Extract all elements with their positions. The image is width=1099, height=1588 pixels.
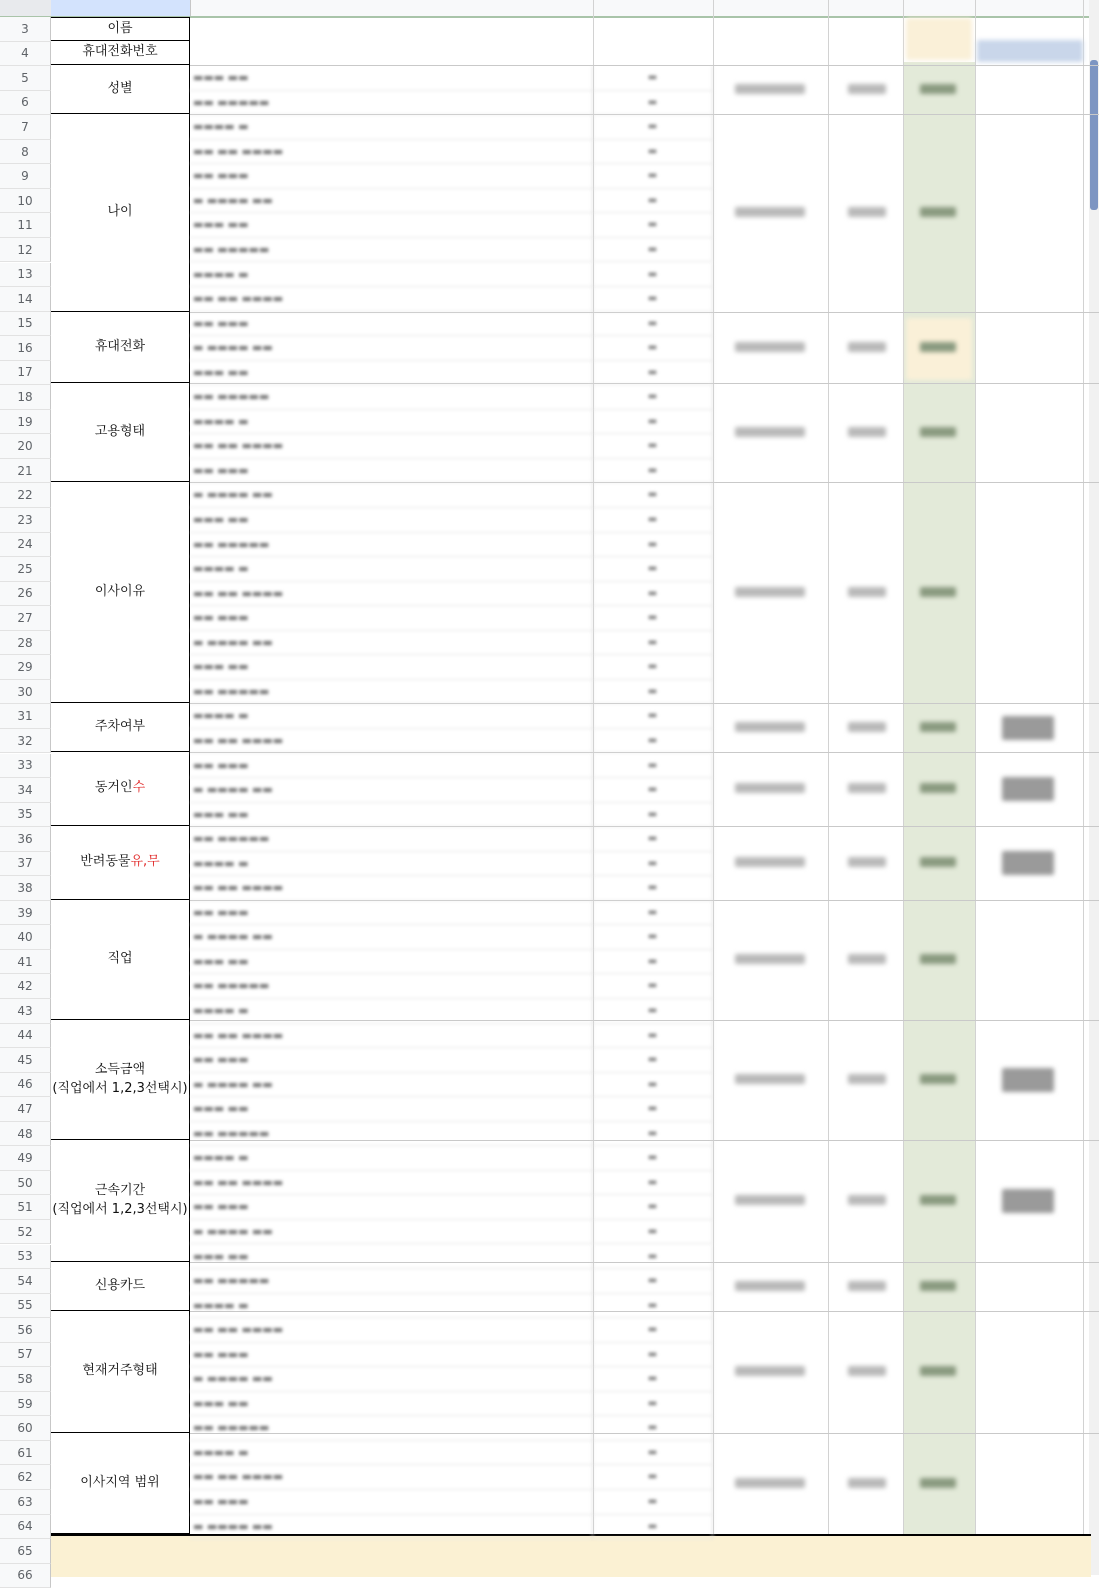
label-phone-number[interactable] — [51, 41, 190, 65]
option-cell: ▬▬ ▬▬▬ — [190, 1490, 593, 1515]
row-number[interactable]: 24 — [0, 533, 51, 558]
option-cell: ▬ ▬▬▬▬ ▬▬ — [190, 1515, 593, 1540]
blurred-mark — [848, 954, 886, 964]
label-income[interactable] — [51, 1020, 190, 1140]
count-cell: ▬ — [593, 1146, 713, 1171]
blurred-mark — [735, 342, 805, 352]
blurred-mark — [735, 427, 805, 437]
blurred-mark — [920, 1074, 956, 1084]
blurred-mark — [735, 722, 805, 732]
option-cell: ▬▬ ▬▬▬ — [190, 1195, 593, 1220]
option-cell: ▬▬▬▬ ▬ — [190, 999, 593, 1024]
option-cell: ▬▬ ▬▬▬ — [190, 312, 593, 337]
option-cell: ▬▬▬ ▬▬ — [190, 1097, 593, 1122]
blurred-mark — [735, 207, 805, 217]
count-cell: ▬ — [593, 312, 713, 337]
blurred-mark — [848, 427, 886, 437]
option-cell: ▬▬ ▬▬ ▬▬▬▬ — [190, 1024, 593, 1049]
row-number[interactable]: 31 — [0, 704, 51, 729]
row-number[interactable]: 51 — [0, 1195, 51, 1220]
vertical-scrollbar[interactable] — [1089, 0, 1099, 1575]
row-number[interactable]: 21 — [0, 459, 51, 484]
count-cell: ▬ — [593, 606, 713, 631]
count-cell: ▬ — [593, 1465, 713, 1490]
count-cell: ▬ — [593, 66, 713, 91]
option-cell: ▬▬ ▬▬▬▬▬ — [190, 827, 593, 852]
label-text-line2: (직업에서 1,2,3선택시) — [52, 1080, 188, 1096]
count-cell: ▬ — [593, 1294, 713, 1319]
option-cell: ▬▬▬▬ ▬ — [190, 557, 593, 582]
row-number[interactable]: 56 — [0, 1318, 51, 1343]
row-number[interactable]: 55 — [0, 1294, 51, 1319]
label-employment[interactable] — [51, 383, 190, 482]
option-cell: ▬ ▬▬▬▬ ▬▬ — [190, 631, 593, 656]
option-cell: ▬▬▬▬ ▬ — [190, 410, 593, 435]
count-cell: ▬ — [593, 754, 713, 779]
label-age[interactable] — [51, 114, 190, 312]
count-cell: ▬ — [593, 91, 713, 116]
row-number[interactable]: 53 — [0, 1245, 51, 1270]
blurred-mark — [735, 954, 805, 964]
blurred-note — [1002, 1189, 1054, 1213]
row-number[interactable]: 52 — [0, 1220, 51, 1245]
option-cell: ▬▬▬ ▬▬ — [190, 1392, 593, 1417]
option-cell: ▬▬ ▬▬▬ — [190, 754, 593, 779]
count-cell: ▬ — [593, 557, 713, 582]
option-cell: ▬▬ ▬▬ ▬▬▬▬ — [190, 729, 593, 754]
row-number[interactable]: 35 — [0, 803, 51, 828]
blurred-mark — [920, 1366, 956, 1376]
blurred-mark — [920, 587, 956, 597]
label-text-red: 수 — [132, 780, 146, 796]
blurred-mark — [848, 1281, 886, 1291]
label-text: 나이 — [107, 204, 133, 220]
label-credit-card[interactable] — [51, 1262, 190, 1311]
option-cell: ▬▬ ▬▬▬ — [190, 901, 593, 926]
count-cell: ▬ — [593, 1343, 713, 1368]
row-number[interactable]: 30 — [0, 680, 51, 705]
blurred-mark — [920, 1281, 956, 1291]
count-cell: ▬ — [593, 680, 713, 705]
corner-cell[interactable] — [0, 0, 52, 16]
option-cell: ▬▬ ▬▬▬▬▬ — [190, 533, 593, 558]
row-number[interactable]: 45 — [0, 1048, 51, 1073]
count-cell: ▬ — [593, 803, 713, 828]
count-cell: ▬ — [593, 974, 713, 999]
label-text: 이사지역 범위 — [80, 1474, 160, 1490]
row-number[interactable]: 26 — [0, 582, 51, 607]
count-cell: ▬ — [593, 1441, 713, 1466]
row-number[interactable]: 49 — [0, 1146, 51, 1171]
col-divider — [828, 0, 829, 1575]
row-number[interactable]: 64 — [0, 1515, 51, 1540]
count-cell: ▬ — [593, 459, 713, 484]
row-number[interactable]: 46 — [0, 1073, 51, 1098]
option-cell: ▬▬ ▬▬ ▬▬▬▬ — [190, 1318, 593, 1343]
blurred-mark — [920, 783, 956, 793]
count-cell: ▬ — [593, 434, 713, 459]
option-cell: ▬▬ ▬▬▬ — [190, 1343, 593, 1368]
row-number[interactable]: 29 — [0, 655, 51, 680]
row-number[interactable]: 48 — [0, 1122, 51, 1147]
row-number[interactable]: 9 — [0, 164, 51, 189]
label-text: 성별 — [107, 80, 133, 96]
row-number[interactable]: 40 — [0, 925, 51, 950]
blurred-mark — [920, 342, 956, 352]
option-cell: ▬▬▬▬ ▬ — [190, 704, 593, 729]
option-cell: ▬▬ ▬▬▬ — [190, 164, 593, 189]
count-cell: ▬ — [593, 1269, 713, 1294]
option-cell: ▬ ▬▬▬▬ ▬▬ — [190, 925, 593, 950]
count-cell: ▬ — [593, 1220, 713, 1245]
label-text: 현재거주형태 — [82, 1363, 158, 1379]
row-number[interactable]: 17 — [0, 361, 51, 386]
row-number[interactable]: 43 — [0, 999, 51, 1024]
option-cell: ▬▬▬▬ ▬ — [190, 1294, 593, 1319]
row-number[interactable]: 27 — [0, 606, 51, 631]
count-cell: ▬ — [593, 213, 713, 238]
row-number[interactable]: 34 — [0, 778, 51, 803]
option-cell: ▬▬▬▬ ▬ — [190, 852, 593, 877]
count-cell: ▬ — [593, 950, 713, 975]
option-cell: ▬▬ ▬▬▬ — [190, 1048, 593, 1073]
row-number[interactable]: 44 — [0, 1024, 51, 1049]
row-number[interactable]: 33 — [0, 754, 51, 779]
row-number[interactable]: 42 — [0, 974, 51, 999]
label-moving-range[interactable] — [51, 1433, 190, 1534]
blurred-mark — [735, 1478, 805, 1488]
label-text-line2: (직업에서 1,2,3선택시) — [52, 1201, 188, 1217]
option-cell: ▬▬ ▬▬ ▬▬▬▬ — [190, 1171, 593, 1196]
blurred-mark — [848, 1478, 886, 1488]
blurred-mark — [920, 722, 956, 732]
blurred-mark — [920, 427, 956, 437]
row-number[interactable]: 61 — [0, 1441, 51, 1466]
count-cell: ▬ — [593, 1171, 713, 1196]
option-cell: ▬ ▬▬▬▬ ▬▬ — [190, 483, 593, 508]
option-cell: ▬▬▬ ▬▬ — [190, 950, 593, 975]
label-cohabitants[interactable] — [51, 752, 190, 826]
row-number[interactable]: 37 — [0, 852, 51, 877]
option-cell: ▬▬ ▬▬ ▬▬▬▬ — [190, 434, 593, 459]
blurred-mark — [848, 207, 886, 217]
row-number[interactable]: 11 — [0, 213, 51, 238]
option-cell: ▬▬▬▬ ▬ — [190, 263, 593, 288]
header-selected-cell[interactable] — [51, 0, 191, 16]
count-cell: ▬ — [593, 263, 713, 288]
count-cell: ▬ — [593, 361, 713, 386]
row-number[interactable]: 25 — [0, 557, 51, 582]
label-text-red: 유,무 — [130, 854, 160, 870]
count-cell: ▬ — [593, 533, 713, 558]
option-cell: ▬ ▬▬▬▬ ▬▬ — [190, 1073, 593, 1098]
blurred-note — [1002, 851, 1054, 875]
blurred-note — [1002, 1068, 1054, 1092]
label-tenure[interactable] — [51, 1140, 190, 1262]
option-cell: ▬▬ ▬▬▬▬▬ — [190, 1122, 593, 1147]
count-cell: ▬ — [593, 189, 713, 214]
blurred-mark — [920, 1478, 956, 1488]
footer-highlight — [51, 1534, 1091, 1577]
count-cell: ▬ — [593, 1515, 713, 1540]
row-number[interactable]: 57 — [0, 1343, 51, 1368]
blurred-mark — [735, 1195, 805, 1205]
blurred-mark — [920, 84, 956, 94]
count-cell: ▬ — [593, 1367, 713, 1392]
label-text-main: 동거인 — [94, 780, 133, 796]
label-gender[interactable] — [51, 65, 190, 114]
row-number[interactable]: 23 — [0, 508, 51, 533]
blurred-mark — [848, 1074, 886, 1084]
count-cell: ▬ — [593, 1318, 713, 1343]
row-number[interactable]: 12 — [0, 238, 51, 263]
count-cell: ▬ — [593, 287, 713, 312]
option-cell: ▬▬▬ ▬▬ — [190, 508, 593, 533]
blurred-mark — [735, 783, 805, 793]
blurred-mark — [848, 857, 886, 867]
count-cell: ▬ — [593, 827, 713, 852]
count-cell: ▬ — [593, 410, 713, 435]
count-cell: ▬ — [593, 631, 713, 656]
blurred-mark — [848, 722, 886, 732]
count-cell: ▬ — [593, 1245, 713, 1270]
count-cell: ▬ — [593, 508, 713, 533]
count-cell: ▬ — [593, 729, 713, 754]
blurred-mark — [735, 84, 805, 94]
count-cell: ▬ — [593, 655, 713, 680]
label-text — [80, 853, 159, 871]
label-text: 직업 — [107, 951, 133, 967]
label-mobile[interactable] — [51, 312, 190, 383]
blurred-note — [1002, 777, 1054, 801]
option-cell: ▬▬ ▬▬▬ — [190, 459, 593, 484]
label-text: 주차여부 — [94, 718, 146, 734]
label-housing[interactable] — [51, 1311, 190, 1433]
count-cell: ▬ — [593, 852, 713, 877]
row-number[interactable]: 14 — [0, 287, 51, 312]
option-cell: ▬ ▬▬▬▬ ▬▬ — [190, 1367, 593, 1392]
blurred-mark — [920, 857, 956, 867]
option-cell: ▬▬ ▬▬▬▬▬ — [190, 680, 593, 705]
option-cell: ▬▬ ▬▬▬▬▬ — [190, 238, 593, 263]
option-cell: ▬ ▬▬▬▬ ▬▬ — [190, 336, 593, 361]
row-number[interactable]: 20 — [0, 434, 51, 459]
count-cell: ▬ — [593, 140, 713, 165]
row-number[interactable]: 59 — [0, 1392, 51, 1417]
row-number[interactable]: 62 — [0, 1465, 51, 1490]
col-divider — [975, 0, 976, 1575]
count-cell: ▬ — [593, 778, 713, 803]
blurred-mark — [848, 1366, 886, 1376]
option-cell: ▬▬ ▬▬ ▬▬▬▬ — [190, 582, 593, 607]
row-number[interactable]: 47 — [0, 1097, 51, 1122]
row-number[interactable]: 6 — [0, 91, 51, 116]
col-divider — [713, 0, 714, 1575]
blurred-mark — [848, 84, 886, 94]
required-badge — [906, 18, 972, 60]
count-cell: ▬ — [593, 336, 713, 361]
option-cell: ▬▬ ▬▬ ▬▬▬▬ — [190, 287, 593, 312]
option-cell: ▬▬ ▬▬▬▬▬ — [190, 974, 593, 999]
count-cell: ▬ — [593, 925, 713, 950]
status-column-bg — [904, 62, 975, 1534]
row-number[interactable]: 5 — [0, 66, 51, 91]
option-cell: ▬▬▬▬ ▬ — [190, 115, 593, 140]
count-cell: ▬ — [593, 115, 713, 140]
count-cell: ▬ — [593, 1416, 713, 1441]
option-cell: ▬▬▬▬ ▬ — [190, 1441, 593, 1466]
row-number[interactable]: 4 — [0, 42, 51, 67]
blurred-mark — [848, 1195, 886, 1205]
count-cell: ▬ — [593, 238, 713, 263]
row-number[interactable]: 66 — [0, 1564, 51, 1588]
col-divider — [1083, 0, 1084, 1575]
label-text-line1: 소득금액 — [94, 1062, 146, 1078]
blurred-mark — [920, 207, 956, 217]
label-text-line1: 근속기간 — [94, 1183, 146, 1199]
count-cell: ▬ — [593, 1195, 713, 1220]
option-cell: ▬▬▬ ▬▬ — [190, 361, 593, 386]
label-name[interactable] — [51, 17, 190, 41]
row-number[interactable]: 63 — [0, 1490, 51, 1515]
option-cell: ▬▬ ▬▬▬▬▬ — [190, 1416, 593, 1441]
count-cell: ▬ — [593, 1073, 713, 1098]
row-number[interactable]: 13 — [0, 263, 51, 288]
option-cell: ▬▬▬ ▬▬ — [190, 213, 593, 238]
blurred-mark — [735, 1074, 805, 1084]
blurred-mark — [920, 1195, 956, 1205]
row-number[interactable]: 18 — [0, 385, 51, 410]
label-text: 휴대전화번호 — [82, 44, 158, 60]
blurred-mark — [848, 587, 886, 597]
label-text-main: 반려동물 — [80, 854, 131, 870]
blurred-mark — [848, 342, 886, 352]
label-text: 휴대전화 — [94, 338, 146, 354]
row-number[interactable]: 16 — [0, 336, 51, 361]
option-cell: ▬▬▬ ▬▬ — [190, 66, 593, 91]
count-cell: ▬ — [593, 876, 713, 901]
row-number[interactable]: 8 — [0, 140, 51, 165]
row-number[interactable]: 19 — [0, 410, 51, 435]
row-number[interactable]: 39 — [0, 901, 51, 926]
label-text: 신용카드 — [94, 1277, 146, 1293]
row-number[interactable]: 54 — [0, 1269, 51, 1294]
label-text: 이사이유 — [94, 583, 146, 599]
row-number[interactable]: 50 — [0, 1171, 51, 1196]
count-cell: ▬ — [593, 1392, 713, 1417]
option-cell: ▬▬ ▬▬▬▬▬ — [190, 385, 593, 410]
count-cell: ▬ — [593, 1490, 713, 1515]
label-text: 고용형태 — [94, 423, 146, 439]
count-cell: ▬ — [593, 385, 713, 410]
count-cell: ▬ — [593, 999, 713, 1024]
label-parking[interactable] — [51, 703, 190, 752]
label-pets[interactable] — [51, 826, 190, 900]
row-number[interactable]: 10 — [0, 189, 51, 214]
row-number[interactable]: 65 — [0, 1539, 51, 1564]
row-number[interactable]: 60 — [0, 1416, 51, 1441]
blurred-mark — [920, 954, 956, 964]
option-cell: ▬▬▬▬ ▬ — [190, 1146, 593, 1171]
blurred-mark — [735, 857, 805, 867]
label-job[interactable] — [51, 900, 190, 1020]
row-number[interactable]: 38 — [0, 876, 51, 901]
row-number[interactable]: 7 — [0, 115, 51, 140]
row-number[interactable]: 15 — [0, 312, 51, 337]
label-text: 이름 — [107, 20, 133, 36]
count-cell: ▬ — [593, 1097, 713, 1122]
blurred-mark — [735, 1366, 805, 1376]
count-cell: ▬ — [593, 483, 713, 508]
option-cell: ▬ ▬▬▬▬ ▬▬ — [190, 778, 593, 803]
count-cell: ▬ — [593, 1024, 713, 1049]
option-cell: ▬▬ ▬▬▬ — [190, 606, 593, 631]
count-cell: ▬ — [593, 704, 713, 729]
row-number[interactable]: 3 — [0, 17, 51, 42]
option-cell: ▬▬▬ ▬▬ — [190, 1245, 593, 1270]
count-cell: ▬ — [593, 164, 713, 189]
option-cell: ▬▬ ▬▬▬▬▬ — [190, 1269, 593, 1294]
row-number[interactable]: 41 — [0, 950, 51, 975]
option-cell: ▬ ▬▬▬▬ ▬▬ — [190, 1220, 593, 1245]
row-number[interactable]: 36 — [0, 827, 51, 852]
scrollbar-thumb[interactable] — [1090, 60, 1098, 210]
option-cell: ▬ ▬▬▬▬ ▬▬ — [190, 189, 593, 214]
blurred-mark — [735, 587, 805, 597]
label-moving-reason[interactable] — [51, 482, 190, 703]
option-cell: ▬▬▬ ▬▬ — [190, 803, 593, 828]
blurred-note — [1002, 716, 1054, 740]
blue-badge — [977, 40, 1083, 62]
blurred-mark — [848, 783, 886, 793]
count-cell: ▬ — [593, 1048, 713, 1073]
count-cell: ▬ — [593, 582, 713, 607]
label-text — [95, 779, 145, 797]
option-cell: ▬▬ ▬▬▬▬▬ — [190, 91, 593, 116]
blurred-mark — [735, 1281, 805, 1291]
count-cell: ▬ — [593, 1122, 713, 1147]
count-cell: ▬ — [593, 901, 713, 926]
option-cell: ▬▬ ▬▬ ▬▬▬▬ — [190, 140, 593, 165]
row-number[interactable]: 58 — [0, 1367, 51, 1392]
row-number[interactable]: 28 — [0, 631, 51, 656]
row-number[interactable]: 32 — [0, 729, 51, 754]
option-cell: ▬▬▬ ▬▬ — [190, 655, 593, 680]
row-number[interactable]: 22 — [0, 483, 51, 508]
option-cell: ▬▬ ▬▬ ▬▬▬▬ — [190, 876, 593, 901]
option-cell: ▬▬ ▬▬ ▬▬▬▬ — [190, 1465, 593, 1490]
